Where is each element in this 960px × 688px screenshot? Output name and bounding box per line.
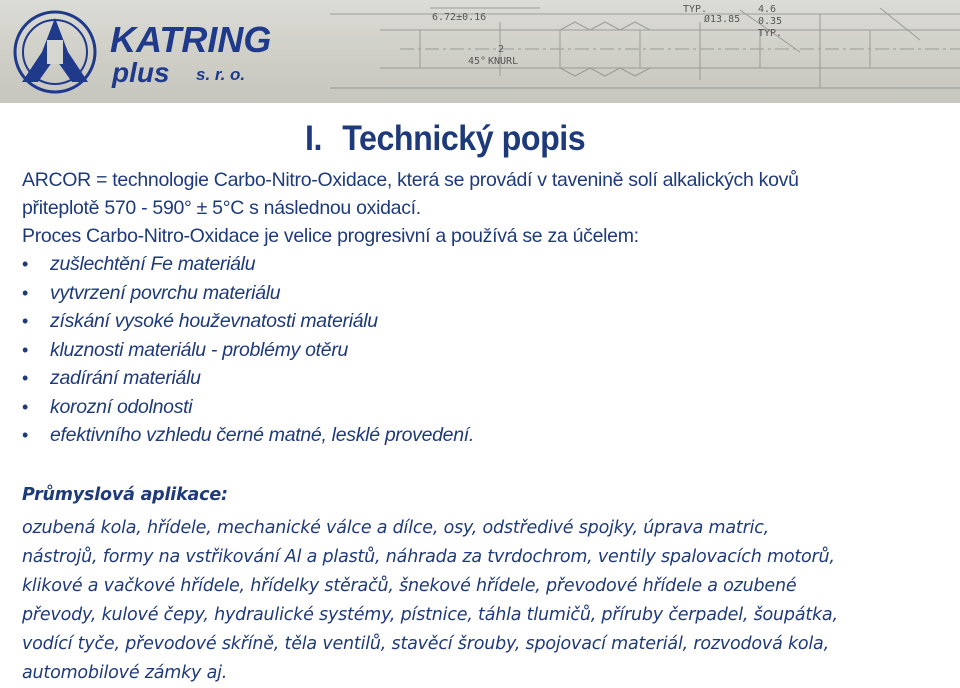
applications-line: vodící tyče, převodové skříně, těla ventilů, stavěcí šrouby, spojovací materiál, rozvodová kola, [22,634,829,654]
title-text: Technický popis [342,119,586,158]
applications-section [22,481,947,688]
drawing-annotation: 2 [498,44,505,55]
page-title [305,119,585,159]
list-item: • kluznosti materiálu - problémy otěru [22,336,942,365]
intro-line: Proces Carbo-Nitro-Oxidace je velice progresivní a používá se za účelem: [22,225,639,247]
purpose-list [22,250,942,450]
drawing-annotation: TYP. [758,28,783,39]
drawing-annotation: 6.72±0.16 [432,12,487,23]
technical-drawing-background [0,0,960,103]
intro-section [22,166,942,450]
applications-line: ozubená kola, hřídele, mechanické válce a dílce, osy, odstředivé spojky, úprava matric, [22,518,770,538]
applications-line: automobilové zámky aj. [22,663,228,683]
applications-line: nástrojů, formy na vstřikování Al a plastů, náhrada za tvrdochrom, ventily spalovacích motorů, [22,547,835,567]
list-item: • korozní odolnosti [22,393,942,422]
header-banner [0,0,960,103]
list-item: • zušlechtění Fe materiálu [22,250,942,279]
drawing-annotation: Ø13.85 [704,14,741,25]
drawing-annotation: 0.35 [758,16,783,27]
applications-heading: Průmyslová aplikace: [22,485,228,505]
drawing-annotation: 45° [468,56,487,67]
intro-line: ARCOR = technologie Carbo-Nitro-Oxidace, která se provádí v tavenině solí alkalických kovů [22,169,799,191]
drawing-annotation: TYP. [683,4,708,15]
drawing-annotation: KNURL [488,56,519,67]
logo-company-suffix: s. r. o. [196,65,246,84]
applications-line: klikové a vačkové hřídele, hřídelky stěračů, šnekové hřídele, převodové hřídele a ozubené [22,576,797,596]
list-item: • získání vysoké houževnatosti materiálu [22,307,942,336]
list-item: • efektivního vzhledu černé matné, lesklé provedení. [22,421,942,450]
intro-line: přiteplotě 570 - 590° ± 5°C s následnou oxidací. [22,197,421,219]
logo-wordmark: KATRING [110,19,272,60]
applications-line: převody, kulové čepy, hydraulické systémy, pístnice, táhla tlumičů, příruby čerpadel, šoupátka, [22,605,838,625]
drawing-annotation: 4.6 [758,4,777,15]
list-item: • vytvrzení povrchu materiálu [22,279,942,308]
list-item: • zadírání materiálu [22,364,942,393]
title-number: I. [305,119,322,158]
logo-subtitle: plus [112,57,170,88]
company-logo-icon [15,12,95,92]
